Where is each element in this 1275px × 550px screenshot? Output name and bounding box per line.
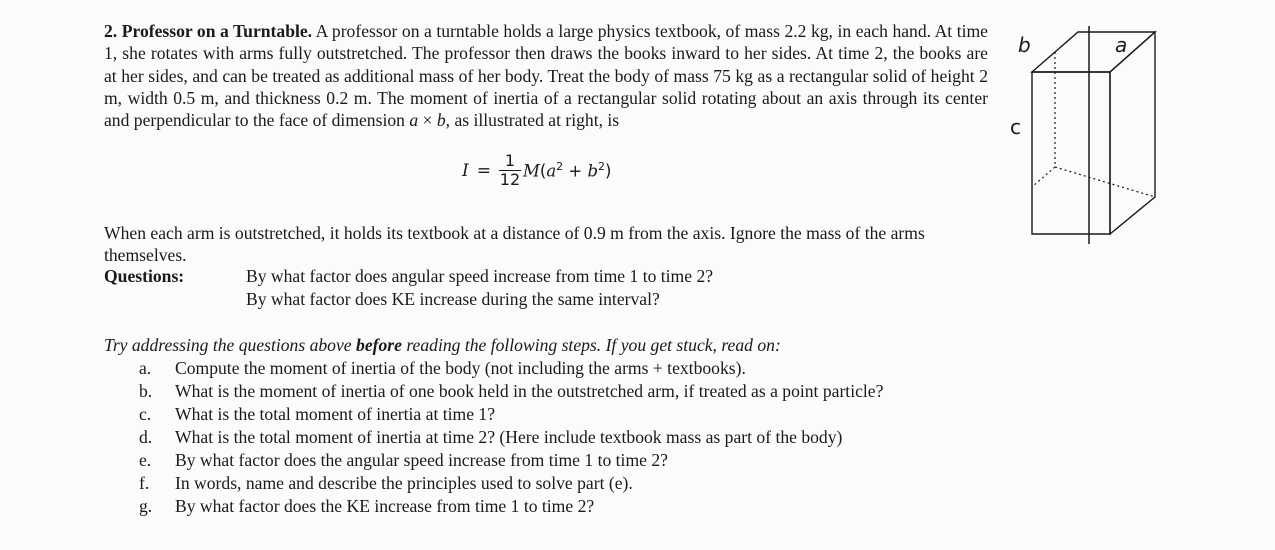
step-letter: d. [139,427,153,447]
step-letter: b. [139,381,153,401]
formula-mass: M [522,161,540,181]
step-text: What is the total moment of inertia at time 2? (Here include textbook mass as part of the body) [175,427,843,447]
intro-text: A professor on a turntable holds a large physics textbook, of mass 2.2 kg, in each hand. At time 1, she rotates with arms fully outstretched. The professor then draws the books inward to her sides. At time 2, the books are at her sides, and can be treated as additional mass of her body. Treat the body of mass 75 kg as a rectangular solid of height 2 m, width 0.5 m, and thickness 0.2 m. The moment of inertia of a rectangular solid rotating about an axis through its center and perpendicular to the face of dimension [104,21,988,131]
formula-plus: + [563,161,588,181]
try-suffix: reading the following steps. If you get stuck, read on: [406,335,781,355]
question-1: By what factor does angular speed increase from time 1 to time 2? [246,266,714,286]
step-text: By what factor does the angular speed increase from time 1 to time 2? [175,450,668,470]
hidden-edge-back [1055,167,1155,197]
step-text: What is the moment of inertia of one book held in the outstretched arm, if treated as a point particle? [175,381,884,401]
formula-close-paren: ) [605,161,612,181]
step-text: By what factor does the KE increase from time 1 to time 2? [175,496,595,516]
try-bold: before [356,335,402,355]
question-2: By what factor does KE increase during the same interval? [246,289,660,309]
step-letter: f. [139,473,150,493]
figure-label-a: a [1115,33,1128,57]
intro-end: , as illustrated at right, is [445,110,620,131]
box-right-face [1110,32,1155,234]
formula-lhs: I [462,160,469,181]
rectangular-solid-figure [1010,22,1170,247]
box-top-face [1032,32,1155,72]
formula-a: a [546,161,557,181]
step-text: Compute the moment of inertia of the body (not including the arms + textbooks). [175,358,746,378]
formula-equals: = [476,160,491,181]
formula-open-paren: ( [539,161,547,181]
try-instructions [104,335,781,356]
problem-title: 2. Professor on a Turntable. [104,21,313,41]
box-front-face [1032,72,1110,234]
step-text: In words, name and describe the principles used to solve part (e). [175,473,633,493]
formula-numerator: 1 [504,151,516,170]
step-letter: g. [139,496,153,516]
formula-a-exponent: 2 [556,160,564,174]
step-letter: c. [139,404,152,424]
figure-label-b: b [1018,33,1031,57]
intro-var-a: a [409,110,419,131]
arm-distance-paragraph: When each arm is outstretched, it holds its textbook at a distance of 0.9 m from the axis. Ignore the mass of the arms themselves. [104,223,925,266]
formula-fraction [499,152,521,189]
formula-rhs [523,160,612,181]
step-letter: e. [139,450,152,470]
intro-times: × [418,110,437,131]
intro-var-b: b [436,110,446,131]
formula-b: b [587,161,599,181]
problem-intro [104,20,988,131]
step-letter: a. [139,358,152,378]
moment-of-inertia-formula [462,152,611,189]
formula-denominator: 12 [499,170,521,189]
step-text: What is the total moment of inertia at time 1? [175,404,496,424]
figure-label-c: c [1010,115,1021,139]
hidden-edge-left [1032,167,1055,187]
try-prefix: Try addressing the questions above [104,335,352,355]
formula-b-exponent: 2 [598,160,606,174]
questions-label: Questions: [104,266,185,286]
